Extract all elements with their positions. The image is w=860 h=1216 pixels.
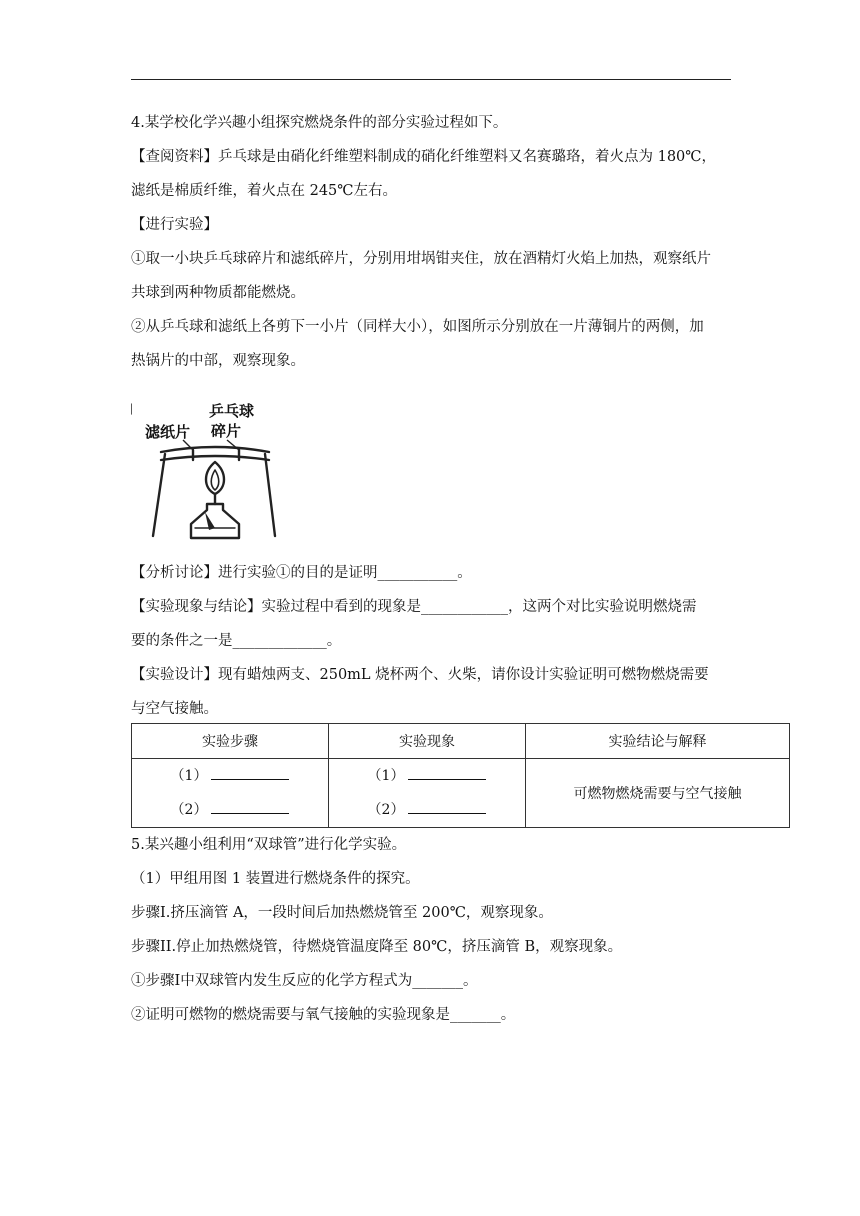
- phenomenon-1-label: （1）: [367, 768, 405, 784]
- conclusion-cell: 可燃物燃烧需要与空气接触: [526, 759, 790, 828]
- label-pingpong-line-2: 碎片: [211, 422, 242, 440]
- q4-step2-line-1: ②从乒乓球和滤纸上各剪下一小片（同样大小），如图所示分别放在一片薄铜片的两侧，加: [131, 319, 704, 335]
- q4-experiment-heading: 【进行实验】: [131, 217, 218, 233]
- apparatus-figure: [131, 400, 281, 550]
- step-1-label: （1）: [170, 768, 208, 784]
- q4-step1-line-2: 共球到两种物质都能燃烧。: [131, 285, 305, 301]
- step-1-blank: [211, 765, 289, 780]
- q5-part1: （1）甲组用图 1 装置进行燃烧条件的探究。: [131, 871, 420, 887]
- q5-question-1: ①步骤I中双球管内发生反应的化学方程式为_______。: [131, 973, 478, 989]
- q5-step-2: 步骤II.停止加热燃烧管，待燃烧管温度降至 80℃，挤压滴管 B，观察现象。: [131, 939, 623, 955]
- q4-reference-line-2: 滤纸是棉质纤维，着火点在 245℃左右。: [131, 183, 398, 199]
- q5-question-2: ②证明可燃物的燃烧需要与氧气接触的实验现象是_______。: [131, 1007, 516, 1023]
- phenomenon-2-label: （2）: [367, 802, 405, 818]
- phenomena-cell: [329, 759, 526, 828]
- q4-step1-line-1: ①取一小块乒乓球碎片和滤纸碎片，分别用坩埚钳夹住，放在酒精灯火焰上加热，观察纸片: [131, 251, 711, 267]
- q4-design-line-1: 【实验设计】现有蜡烛两支、250mL 烧杯两个、火柴，请你设计实验证明可燃物燃烧需要: [131, 667, 709, 683]
- label-filter-paper: 滤纸片: [145, 423, 191, 441]
- header-conclusion: 实验结论与解释: [526, 724, 790, 759]
- q4-reference-line-1: 【查阅资料】乒乓球是由硝化纤维塑料制成的硝化纤维塑料又名赛璐珞，着火点为 180℃，: [131, 149, 717, 165]
- q4-analysis: 【分析讨论】进行实验①的目的是证明___________。: [131, 565, 472, 581]
- phenomenon-1-blank: [408, 765, 486, 780]
- q5-step-1: 步骤I.挤压滴管 A，一段时间后加热燃烧管至 200℃，观察现象。: [131, 905, 553, 921]
- table-header-row: [132, 724, 790, 759]
- header-phenomena: 实验现象: [329, 724, 526, 759]
- q4-phenomenon-line-2: 要的条件之一是_____________。: [131, 633, 342, 649]
- steps-cell: [132, 759, 329, 828]
- phenomenon-2-blank: [408, 799, 486, 814]
- experiment-design-table: [131, 723, 790, 828]
- table-row: [132, 759, 790, 828]
- step-2-label: （2）: [170, 802, 208, 818]
- header-rule: [131, 79, 731, 80]
- q4-design-line-2: 与空气接触。: [131, 701, 218, 717]
- label-pingpong-line-1: 乒乓球: [209, 402, 255, 420]
- q5-title: 5.某兴趣小组利用“双球管”进行化学实验。: [131, 837, 407, 853]
- q4-step2-line-2: 热锅片的中部，观察现象。: [131, 353, 305, 369]
- header-steps: 实验步骤: [132, 724, 329, 759]
- q4-phenomenon-line-1: 【实验现象与结论】实验过程中看到的现象是____________，这两个对比实验说明燃烧需: [131, 599, 697, 615]
- step-2-blank: [211, 799, 289, 814]
- q4-title: 4.某学校化学兴趣小组探究燃烧条件的部分实验过程如下。: [131, 115, 508, 131]
